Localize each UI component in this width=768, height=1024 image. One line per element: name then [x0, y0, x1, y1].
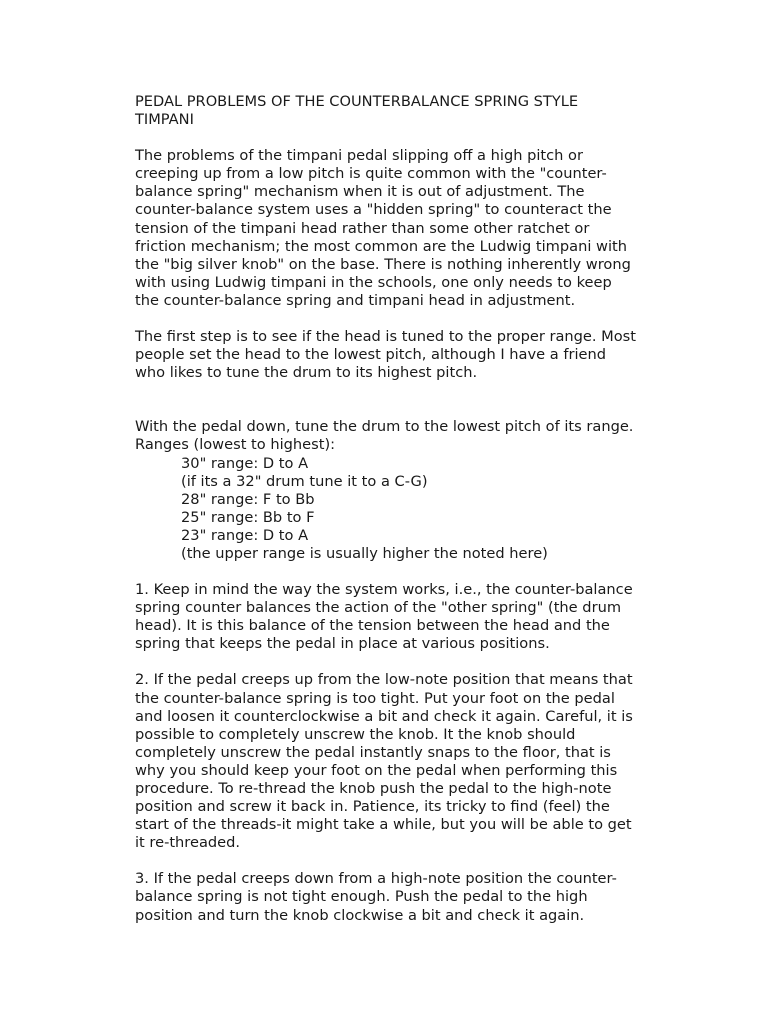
range-item: (the upper range is usually higher the noted here): [181, 544, 548, 562]
text-line: balance spring" mechanism when it is out of adjustment. The: [135, 183, 585, 201]
text-line: completely unscrew the pedal instantly snaps to the floor, that is: [135, 743, 611, 761]
text-line: balance spring is not tight enough. Push the pedal to the high: [135, 888, 588, 906]
range-item: 23" range: D to A: [181, 526, 309, 544]
step-1-paragraph: [135, 581, 745, 653]
text-line: spring that keeps the pedal in place at various positions.: [135, 635, 550, 653]
text-line: the counter-balance spring and timpani head in adjustment.: [135, 291, 576, 309]
text-line: The first step is to see if the head is tuned to the proper range. Most: [135, 328, 637, 346]
text-line: spring counter balances the action of the "other spring" (the drum: [135, 599, 622, 617]
text-line: 1. Keep in mind the way the system works, i.e., the counter-balance: [135, 581, 633, 599]
text-line: creeping up from a low pitch is quite common with the "counter-: [135, 165, 607, 183]
text-line: friction mechanism; the most common are the Ludwig timpani with: [135, 237, 628, 255]
range-item: 28" range: F to Bb: [181, 490, 315, 508]
text-line: why you should keep your foot on the pedal when performing this: [135, 761, 618, 779]
ranges-section: [135, 418, 745, 563]
text-line: With the pedal down, tune the drum to the lowest pitch of its range.: [135, 418, 634, 436]
text-line: tension of the timpani head rather than some other ratchet or: [135, 219, 590, 237]
range-item: 25" range: Bb to F: [181, 508, 315, 526]
intro-paragraph: [135, 147, 745, 310]
text-line: 3. If the pedal creeps down from a high-note position the counter-: [135, 870, 617, 888]
range-item: 30" range: D to A: [181, 454, 309, 472]
text-line: who likes to tune the drum to its highest pitch.: [135, 364, 478, 382]
text-line: head). It is this balance of the tension between the head and the: [135, 617, 610, 635]
text-line: people set the head to the lowest pitch, although I have a friend: [135, 346, 606, 364]
text-line: with using Ludwig timpani in the schools, one only needs to keep: [135, 273, 612, 291]
title-line: TIMPANI: [135, 111, 194, 129]
spacer: [135, 400, 745, 418]
document-title: [135, 93, 745, 129]
text-line: it re-threaded.: [135, 834, 241, 852]
text-line: the "big silver knob" on the base. There is nothing inherently wrong: [135, 255, 631, 273]
text-line: Ranges (lowest to highest):: [135, 436, 336, 454]
text-line: The problems of the timpani pedal slipping off a high pitch or: [135, 147, 583, 165]
text-line: possible to completely unscrew the knob. It the knob should: [135, 725, 576, 743]
document-body: [135, 93, 745, 943]
text-line: 2. If the pedal creeps up from the low-note position that means that: [135, 671, 633, 689]
text-line: position and screw it back in. Patience, its tricky to find (feel) the: [135, 798, 610, 816]
first-step-paragraph: [135, 328, 745, 382]
text-line: counter-balance system uses a "hidden spring" to counteract the: [135, 201, 612, 219]
range-item: (if its a 32" drum tune it to a C-G): [181, 472, 428, 490]
title-line: PEDAL PROBLEMS OF THE COUNTERBALANCE SPRING STYLE: [135, 93, 579, 110]
text-line: procedure. To re-thread the knob push the pedal to the high-note: [135, 780, 612, 797]
text-line: start of the threads-it might take a while, but you will be able to get: [135, 816, 632, 834]
step-3-paragraph: [135, 870, 745, 924]
step-2-paragraph: [135, 671, 745, 852]
text-line: position and turn the knob clockwise a bit and check it again.: [135, 906, 585, 924]
text-line: the counter-balance spring is too tight. Put your foot on the pedal: [135, 689, 615, 707]
text-line: and loosen it counterclockwise a bit and check it again. Careful, it is: [135, 707, 633, 725]
